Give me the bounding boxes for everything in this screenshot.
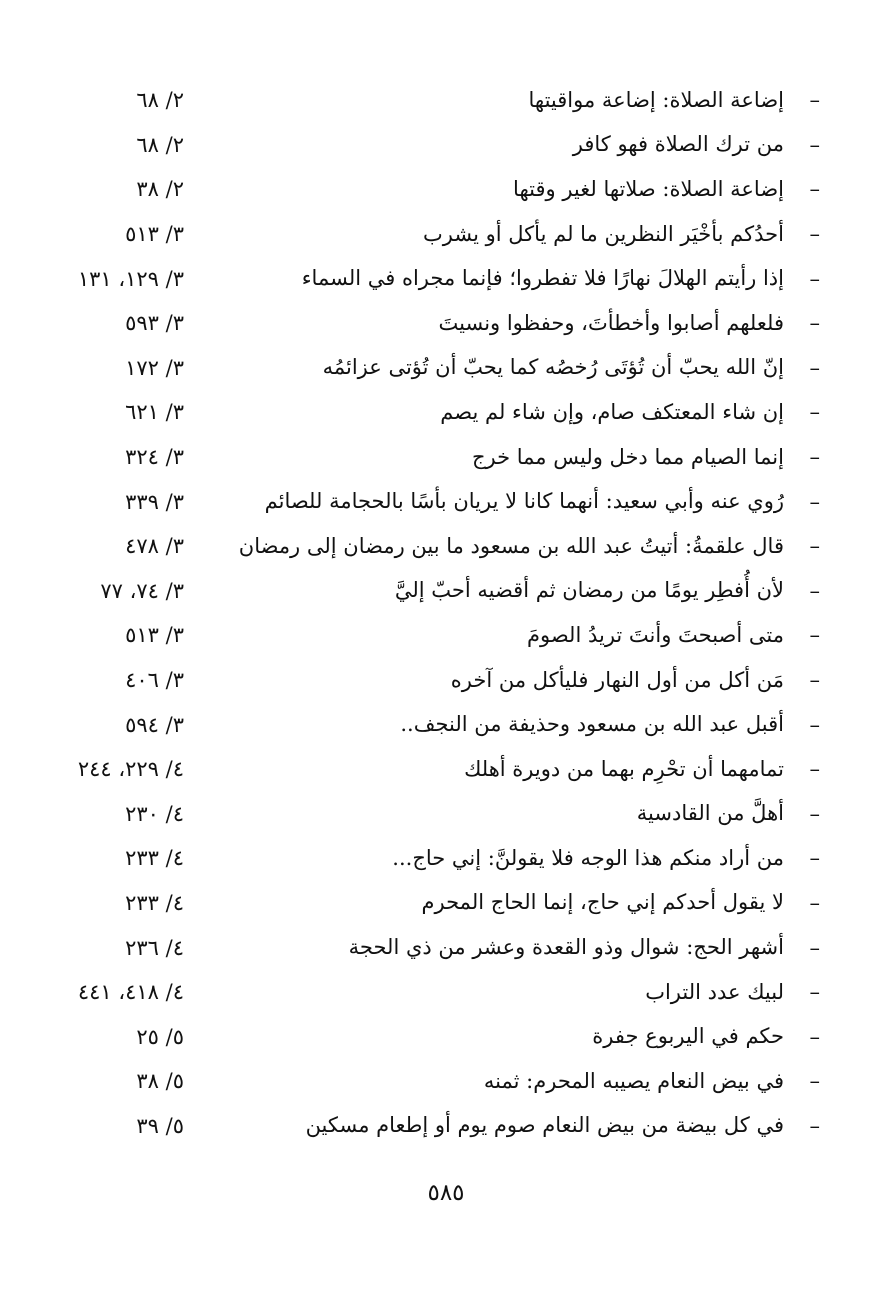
- entry-dash: –: [809, 712, 820, 737]
- index-entry: [70, 346, 820, 391]
- hadith-text: فلعلهم أصابوا وأخطأتَ، وحفظوا ونسيتَ: [438, 310, 784, 335]
- index-entry-text-group: [265, 490, 820, 514]
- index-entry-text-group: [573, 133, 820, 157]
- page-reference: ٣/ ١٢٩، ١٣١: [77, 266, 184, 291]
- hadith-text: لأن أُفطِر يومًا من رمضان ثم أقضيه أحبّ إليَّ: [394, 578, 784, 603]
- index-entry: [70, 836, 820, 881]
- entry-dash: –: [809, 623, 820, 648]
- index-entry: [70, 435, 820, 480]
- page-reference: ٥/ ٣٩: [136, 1113, 184, 1138]
- hadith-text: تمامهما أن تحْرِم بهما من دويرة أهلك: [464, 756, 784, 781]
- index-entry: [70, 658, 820, 703]
- hadith-text: مَن أكل من أول النهار فليأكل من آخره: [450, 667, 784, 692]
- hadith-text: من ترك الصلاة فهو كافر: [572, 132, 784, 157]
- page-reference: ٣/ ١٧٢: [125, 355, 184, 380]
- index-entry-text-group: [423, 222, 820, 246]
- entry-dash: –: [809, 311, 820, 336]
- hadith-index-list: [70, 78, 820, 1148]
- hadith-text: لبيك عدد التراب: [645, 979, 784, 1004]
- hadith-text: في بيض النعام يصيبه المحرم: ثمنه: [483, 1068, 784, 1093]
- index-entry-text-group: [302, 267, 820, 291]
- hadith-text: لا يقول أحدكم إني حاج، إنما الحاج المحرم: [421, 890, 784, 915]
- entry-dash: –: [809, 489, 820, 514]
- index-entry-text-group: [422, 891, 820, 915]
- index-entry-text-group: [592, 1025, 820, 1049]
- index-entry: [70, 524, 820, 569]
- index-entry: [70, 747, 820, 792]
- hadith-text: إنّ الله يحبّ أن تُؤتَى رُخصُه كما يحبّ أن تُؤتى عزائمُه: [322, 355, 784, 380]
- page-reference: ٣/ ٥١٣: [125, 623, 184, 648]
- index-entry-text-group: [472, 445, 820, 469]
- entry-dash: –: [809, 846, 820, 871]
- index-entry: [70, 479, 820, 524]
- hadith-text: رُوي عنه وأبي سعيد: أنهما كانا لا يريان بأسًا بالحجامة للصائم: [264, 489, 784, 514]
- index-entry-text-group: [637, 802, 820, 826]
- entry-dash: –: [809, 266, 820, 291]
- page-reference: ٤/ ٢٢٩، ٢٤٤: [77, 757, 184, 782]
- page-reference: ٢/ ٣٨: [136, 177, 184, 202]
- index-entry: [70, 301, 820, 346]
- page-reference: ٥/ ٢٥: [136, 1024, 184, 1049]
- hadith-text: قال علقمةُ: أتيتُ عبد الله بن مسعود ما بين رمضان إلى رمضان: [238, 533, 784, 558]
- index-entry: [70, 702, 820, 747]
- index-entry-text-group: [392, 846, 820, 870]
- index-entry-text-group: [484, 1069, 820, 1093]
- entry-dash: –: [809, 400, 820, 425]
- index-entry-text-group: [400, 713, 820, 737]
- hadith-text: إضاعة الصلاة: إضاعة مواقيتها: [528, 87, 784, 112]
- page-reference: ٣/ ٧٤، ٧٧: [100, 578, 184, 603]
- entry-dash: –: [809, 132, 820, 157]
- page-reference: ٣/ ٥٩٤: [125, 712, 184, 737]
- index-entry-text-group: [323, 356, 820, 380]
- entry-dash: –: [809, 445, 820, 470]
- hadith-text: أشهر الحج: شوال وذو القعدة وعشر من ذي الحجة: [348, 935, 784, 960]
- hadith-text: إنما الصيام مما دخل وليس مما خرج: [471, 444, 784, 469]
- entry-dash: –: [809, 1113, 820, 1138]
- hadith-text: متى أصبحتَ وأنتَ تريدُ الصومَ: [526, 622, 784, 647]
- page-reference: ٣/ ٣٣٩: [125, 489, 184, 514]
- entry-dash: –: [809, 534, 820, 559]
- index-entry-text-group: [451, 668, 820, 692]
- page-reference: ٤/ ٢٣٠: [125, 801, 184, 826]
- index-entry: [70, 1104, 820, 1149]
- entry-dash: –: [809, 578, 820, 603]
- index-entry-text-group: [513, 177, 820, 201]
- index-entry: [70, 569, 820, 614]
- page-reference: ٢/ ٦٨: [136, 132, 184, 157]
- hadith-text: حكم في اليربوع جفرة: [592, 1024, 784, 1049]
- index-entry: [70, 970, 820, 1015]
- entry-dash: –: [809, 668, 820, 693]
- hadith-text: إضاعة الصلاة: صلاتها لغير وقتها: [513, 176, 784, 201]
- index-entry: [70, 925, 820, 970]
- page-reference: ٤/ ٢٣٣: [125, 890, 184, 915]
- page-reference: ٣/ ٣٢٤: [125, 445, 184, 470]
- index-entry-text-group: [440, 400, 820, 424]
- hadith-text: أقبل عبد الله بن مسعود وحذيفة من النجف..: [400, 712, 784, 737]
- page-reference: ٤/ ٢٣٣: [125, 846, 184, 871]
- index-entry-text-group: [306, 1114, 820, 1138]
- index-entry: [70, 78, 820, 123]
- hadith-text: إن شاء المعتكف صام، وإن شاء لم يصم: [440, 399, 784, 424]
- index-entry-text-group: [239, 534, 820, 558]
- index-entry: [70, 792, 820, 837]
- page-reference: ٥/ ٣٨: [136, 1069, 184, 1094]
- index-entry: [70, 1059, 820, 1104]
- index-entry-text-group: [645, 980, 820, 1004]
- hadith-text: أحدُكم بأخْيَر النظرين ما لم يأكل أو يشرب: [423, 221, 784, 246]
- page-reference: ٣/ ٦٢١: [125, 400, 184, 425]
- index-entry-text-group: [464, 757, 820, 781]
- index-entry: [70, 390, 820, 435]
- index-entry: [70, 256, 820, 301]
- page-reference: ٤/ ٢٣٦: [125, 935, 184, 960]
- entry-dash: –: [809, 222, 820, 247]
- hadith-text: أهلَّ من القادسية: [636, 801, 784, 826]
- index-entry-text-group: [395, 579, 820, 603]
- index-entry: [70, 167, 820, 212]
- page-reference: ٣/ ٥٩٣: [125, 311, 184, 336]
- index-entry: [70, 123, 820, 168]
- entry-dash: –: [809, 177, 820, 202]
- entry-dash: –: [809, 890, 820, 915]
- hadith-text: من أراد منكم هذا الوجه فلا يقولنَّ: إني حاج...: [392, 845, 784, 870]
- index-entry: [70, 1014, 820, 1059]
- hadith-text: إذا رأيتم الهلالَ نهارًا فلا تفطروا؛ فإنما مجراه في السماء: [301, 266, 784, 291]
- page-reference: ٣/ ٥١٣: [125, 222, 184, 247]
- entry-dash: –: [809, 801, 820, 826]
- entry-dash: –: [809, 935, 820, 960]
- entry-dash: –: [809, 1024, 820, 1049]
- hadith-text: في كل بيضة من بيض النعام صوم يوم أو إطعام مسكين: [305, 1113, 784, 1138]
- index-entry: [70, 881, 820, 926]
- page-reference: ٤/ ٤١٨، ٤٤١: [77, 980, 184, 1005]
- page-reference: ٣/ ٤٧٨: [125, 534, 184, 559]
- entry-dash: –: [809, 757, 820, 782]
- index-entry-text-group: [349, 936, 820, 960]
- index-entry: [70, 212, 820, 257]
- page-reference: ٣/ ٤٠٦: [125, 668, 184, 693]
- entry-dash: –: [809, 980, 820, 1005]
- entry-dash: –: [809, 1069, 820, 1094]
- page-number: ٥٨٥: [427, 1180, 465, 1206]
- index-entry: [70, 613, 820, 658]
- index-entry-text-group: [439, 311, 821, 335]
- page-reference: ٢/ ٦٨: [136, 88, 184, 113]
- index-entry-text-group: [528, 88, 820, 112]
- entry-dash: –: [809, 355, 820, 380]
- index-entry-text-group: [527, 623, 820, 647]
- entry-dash: –: [809, 88, 820, 113]
